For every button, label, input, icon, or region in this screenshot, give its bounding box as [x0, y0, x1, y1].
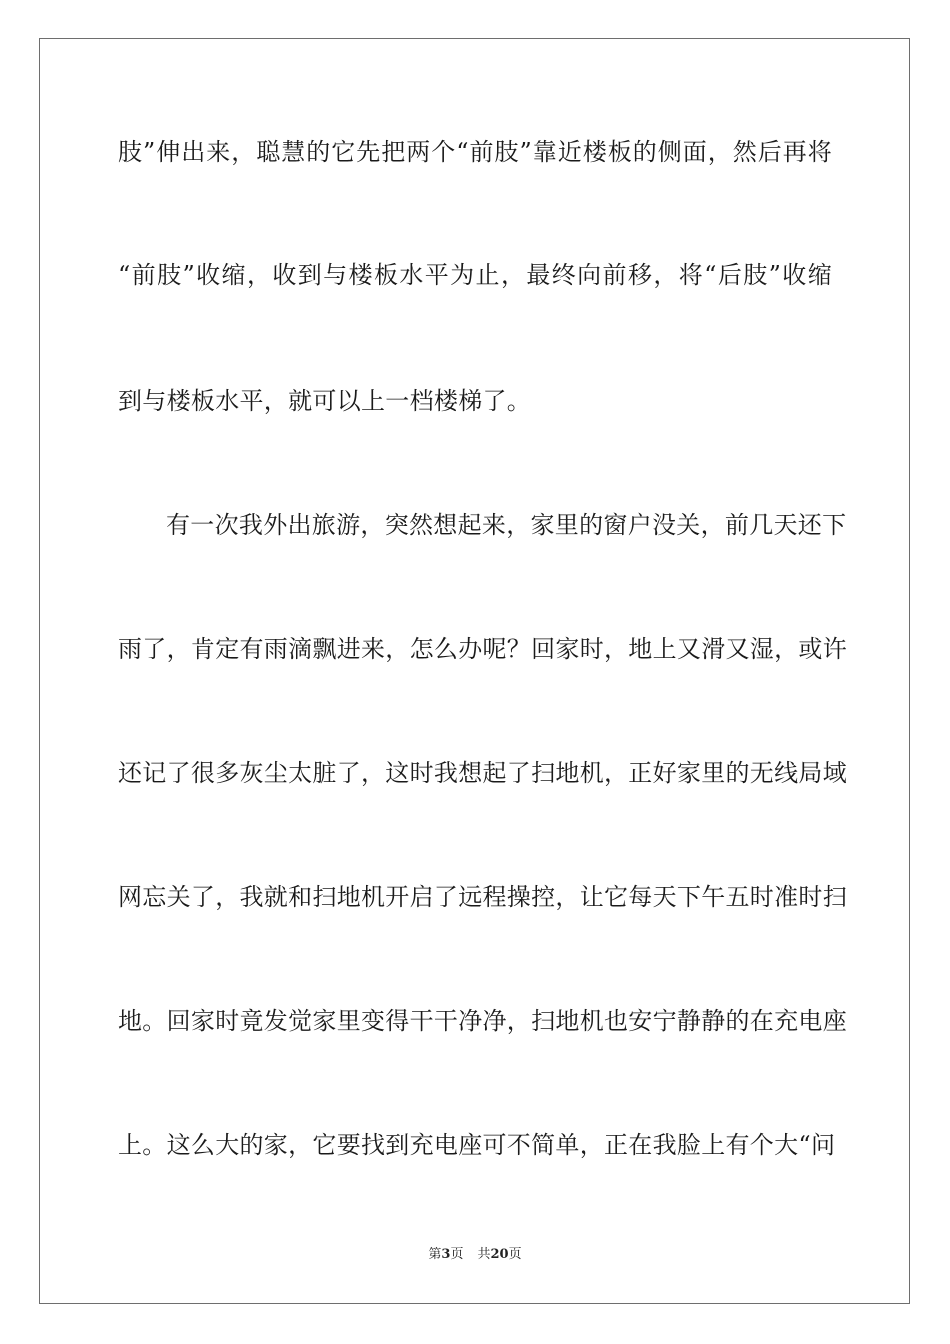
page-footer: [0, 1246, 950, 1264]
body-line-2: “前肢”收缩，收到与楼板水平为止，最终向前移，将“后肢”收缩: [118, 261, 832, 289]
body-line-9: 上。这么大的家，它要找到充电座可不简单，正在我脸上有个大“问: [118, 1131, 836, 1159]
footer-total-pages: 20: [490, 1247, 509, 1262]
page-border: [39, 38, 910, 1304]
footer-total-suffix: 页: [508, 1247, 522, 1262]
footer-total-prefix: 共: [477, 1247, 491, 1262]
footer-page-prefix: 第: [428, 1247, 442, 1262]
body-line-8: 地。回家时竟发觉家里变得干干净净，扫地机也安宁静静的在充电座: [118, 1007, 847, 1035]
footer-page-number: 3: [441, 1247, 451, 1262]
body-line-4: 有一次我外出旅游，突然想起来，家里的窗户没关，前几天还下: [166, 511, 847, 539]
body-line-5: 雨了，肯定有雨滴飘进来，怎么办呢？回家时，地上又滑又湿，或许: [118, 635, 847, 663]
body-line-3: 到与楼板水平，就可以上一档楼梯了。: [118, 387, 532, 415]
body-line-6: 还记了很多灰尘太脏了，这时我想起了扫地机，正好家里的无线局域: [118, 759, 847, 787]
body-line-7: 网忘关了，我就和扫地机开启了远程操控，让它每天下午五时准时扫: [118, 883, 847, 911]
body-line-1: 肢”伸出来，聪慧的它先把两个“前肢”靠近楼板的侧面，然后再将: [118, 138, 832, 166]
footer-page-suffix: 页: [450, 1247, 464, 1262]
